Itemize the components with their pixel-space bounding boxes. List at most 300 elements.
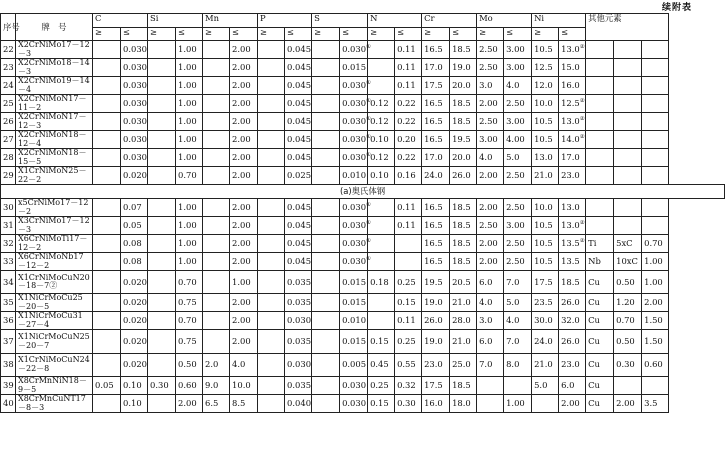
- header-min-mark: ≥: [203, 28, 230, 41]
- cell-mn-max: 2.00: [230, 330, 258, 353]
- cell-other-min: [614, 77, 642, 95]
- row-seq: 39: [1, 377, 16, 395]
- cell-s-max-value: 0.010: [342, 315, 367, 326]
- cell-c-max: 0.020: [121, 353, 148, 376]
- table-row: [1, 77, 725, 95]
- row-seq: 23: [1, 59, 16, 77]
- cell-ni-max-value: 18.5: [561, 276, 580, 287]
- cell-p-max: 0.045: [285, 77, 312, 95]
- cell-other-element: [586, 41, 614, 59]
- header-ni: Ni: [532, 14, 586, 28]
- footnote-mark: ①: [366, 152, 371, 159]
- header-max-mark: ≤: [121, 28, 148, 41]
- row-seq: 37: [1, 330, 16, 353]
- cell-p-min: [258, 330, 285, 353]
- cell-cr-min: 17.5: [422, 77, 450, 95]
- cell-mo-min: 6.0: [477, 330, 504, 353]
- cell-other-max: [642, 217, 669, 235]
- cell-c-min: [93, 113, 121, 131]
- cell-ni-max-value: 26.0: [561, 297, 580, 308]
- cell-other-max: [642, 199, 669, 217]
- cell-si-max: 0.50: [176, 353, 203, 376]
- footnote-mark: ①: [366, 202, 371, 209]
- cell-other-max: [642, 77, 669, 95]
- cell-mo-max: 5.0: [504, 294, 532, 312]
- cell-si-min: [148, 167, 176, 185]
- row-grade: X2CrNiMoN17－11－2: [16, 95, 93, 113]
- cell-ni-max-value: 12.5: [561, 98, 580, 108]
- cell-cr-min: 23.0: [422, 353, 450, 376]
- table-row: [1, 167, 725, 185]
- cell-s-max: [340, 312, 368, 330]
- cell-si-min: [148, 353, 176, 376]
- cell-mn-max: 2.00: [230, 41, 258, 59]
- cell-c-max: 0.08: [121, 235, 148, 253]
- cell-other-max: 2.00: [642, 294, 669, 312]
- cell-n-max: 0.25: [395, 271, 422, 294]
- header-s: S: [312, 14, 368, 28]
- cell-ni-max-value: 13.0: [561, 116, 580, 126]
- cell-c-min: [93, 41, 121, 59]
- footnote-mark: ②: [579, 44, 585, 51]
- cell-c-max: 0.030: [121, 95, 148, 113]
- cell-c-max: 0.10: [121, 377, 148, 395]
- cell-n-max: 0.22: [395, 113, 422, 131]
- cell-s-min: [312, 131, 340, 149]
- cell-s-max-value: 0.030: [342, 220, 367, 230]
- cell-s-max: [340, 395, 368, 413]
- cell-ni-min: 13.0: [532, 149, 559, 167]
- cell-mo-min: 2.00: [477, 167, 504, 185]
- header-max-mark: ≤: [450, 28, 477, 41]
- cell-n-max: 0.11: [395, 199, 422, 217]
- cell-cr-max: 20.0: [450, 77, 477, 95]
- cell-mn-max: 1.00: [230, 271, 258, 294]
- row-grade: X2CrNiMo18－14－3: [16, 59, 93, 77]
- cell-n-max: 0.20: [395, 131, 422, 149]
- cell-mo-min: 3.0: [477, 312, 504, 330]
- cell-cr-min: 16.5: [422, 95, 450, 113]
- table-row: [1, 217, 725, 235]
- cell-other-element: Cu: [586, 271, 614, 294]
- cell-other-element: [586, 199, 614, 217]
- cell-s-min: [312, 167, 340, 185]
- cell-c-min: [93, 77, 121, 95]
- cell-s-max-value: 0.005: [342, 359, 367, 370]
- cell-si-min: [148, 113, 176, 131]
- cell-si-max: 1.00: [176, 77, 203, 95]
- row-seq: 40: [1, 395, 16, 413]
- cell-p-min: [258, 167, 285, 185]
- table-row: [1, 235, 725, 253]
- cell-other-min: [614, 131, 642, 149]
- cell-other-min: 0.50: [614, 271, 642, 294]
- cell-s-max: [340, 353, 368, 376]
- cell-ni-max-value: 23.0: [561, 170, 580, 180]
- row-grade: X2CrNiMoN18－15－5: [16, 149, 93, 167]
- cell-p-max: 0.045: [285, 131, 312, 149]
- row-grade: X2CrNiMoN18－12－4: [16, 131, 93, 149]
- cell-other-max: [642, 377, 669, 395]
- cell-mn-min: [203, 131, 230, 149]
- cell-ni-max-value: 23.0: [561, 359, 580, 370]
- cell-mo-min: 2.50: [477, 59, 504, 77]
- cell-s-min: [312, 395, 340, 413]
- cell-p-min: [258, 377, 285, 395]
- cell-si-min: [148, 235, 176, 253]
- cell-cr-min: 19.0: [422, 294, 450, 312]
- cell-p-min: [258, 217, 285, 235]
- cell-ni-min: 10.0: [532, 199, 559, 217]
- cell-mo-max: 3.00: [504, 59, 532, 77]
- cell-n-max: 0.16: [395, 167, 422, 185]
- table-row: [1, 330, 725, 353]
- cell-mn-min: [203, 149, 230, 167]
- cell-c-max: 0.020: [121, 294, 148, 312]
- cell-ni-min: 5.0: [532, 377, 559, 395]
- header-max-mark: ≤: [285, 28, 312, 41]
- cell-other-element: [586, 77, 614, 95]
- cell-c-max: 0.030: [121, 113, 148, 131]
- cell-other-min: [614, 59, 642, 77]
- cell-c-min: [93, 95, 121, 113]
- cell-si-max: 1.00: [176, 59, 203, 77]
- cell-cr-min: 16.5: [422, 217, 450, 235]
- cell-c-max: 0.10: [121, 395, 148, 413]
- row-seq: 32: [1, 235, 16, 253]
- cell-s-max: [340, 199, 371, 217]
- cell-other-max: [642, 167, 669, 185]
- cell-other-max: [642, 59, 669, 77]
- cell-n-max: [395, 235, 422, 253]
- cell-cr-min: 17.0: [422, 59, 450, 77]
- cell-n-max: 0.32: [395, 377, 422, 395]
- cell-si-max: 1.00: [176, 253, 203, 271]
- cell-mo-max: 2.50: [504, 199, 532, 217]
- cell-p-max: 0.045: [285, 235, 312, 253]
- cell-ni-max: [559, 235, 586, 253]
- cell-mn-min: [203, 253, 230, 271]
- cell-cr-max: 21.0: [450, 294, 477, 312]
- cell-p-max: 0.035: [285, 377, 312, 395]
- cell-cr-min: 17.5: [422, 377, 450, 395]
- cell-cr-max: 18.5: [450, 235, 477, 253]
- cell-n-min: 0.45: [368, 353, 395, 376]
- cell-ni-max-value: 16.0: [561, 80, 580, 90]
- row-grade: X1NiCrMoCuN25－20－7: [16, 330, 93, 353]
- header-min-mark: ≥: [93, 28, 121, 41]
- cell-c-max: 0.020: [121, 167, 148, 185]
- cell-ni-max: [559, 395, 586, 413]
- continuation-title: 续附表: [661, 3, 692, 13]
- cell-other-element: [586, 59, 614, 77]
- cell-s-max: [340, 95, 371, 113]
- composition-table: [0, 13, 725, 413]
- cell-si-min: [148, 149, 176, 167]
- cell-n-max: 0.15: [395, 294, 422, 312]
- cell-c-min: 0.05: [93, 377, 121, 395]
- cell-p-max: 0.040: [285, 395, 312, 413]
- cell-s-max: [340, 217, 371, 235]
- cell-other-element: [586, 149, 614, 167]
- cell-c-min: [93, 395, 121, 413]
- cell-s-max-value: 0.015: [342, 297, 367, 308]
- cell-s-max: [340, 235, 371, 253]
- cell-cr-min: 16.5: [422, 235, 450, 253]
- cell-s-min: [312, 330, 340, 353]
- cell-s-min: [312, 353, 340, 376]
- cell-n-min: 0.25: [368, 377, 395, 395]
- header-min-mark: ≥: [148, 28, 176, 41]
- cell-cr-min: 19.5: [422, 271, 450, 294]
- footnote-mark: ②: [579, 116, 585, 123]
- cell-mn-min: [203, 199, 230, 217]
- cell-ni-max-value: 26.0: [561, 336, 580, 347]
- cell-p-max: 0.045: [285, 217, 312, 235]
- cell-other-max: 0.70: [642, 235, 669, 253]
- header-cr: Cr: [422, 14, 477, 28]
- cell-other-max: 1.00: [642, 253, 669, 271]
- row-seq: 34: [1, 271, 16, 294]
- cell-c-max: 0.07: [121, 199, 148, 217]
- cell-other-max: [642, 113, 669, 131]
- cell-n-max: 0.22: [395, 149, 422, 167]
- cell-mo-max: 2.50: [504, 167, 532, 185]
- cell-mn-min: [203, 167, 230, 185]
- cell-cr-min: 16.5: [422, 41, 450, 59]
- header-min-mark: ≥: [532, 28, 559, 41]
- cell-cr-min: 16.0: [422, 395, 450, 413]
- cell-cr-min: 17.0: [422, 149, 450, 167]
- cell-ni-max-value: 13.0: [561, 220, 580, 230]
- cell-ni-max: [559, 95, 586, 113]
- cell-si-min: [148, 77, 176, 95]
- cell-n-min: [368, 199, 395, 217]
- cell-c-min: [93, 167, 121, 185]
- cell-c-min: [93, 294, 121, 312]
- cell-si-max: 1.00: [176, 217, 203, 235]
- cell-s-max: [340, 41, 371, 59]
- cell-mn-max: 2.00: [230, 77, 258, 95]
- cell-mn-max: 2.00: [230, 199, 258, 217]
- cell-mn-max: 2.00: [230, 149, 258, 167]
- header-mo: Mo: [477, 14, 532, 28]
- footnote-mark: ①: [366, 220, 371, 227]
- cell-n-max: 0.11: [395, 77, 422, 95]
- cell-n-max: 0.11: [395, 217, 422, 235]
- cell-s-max: [340, 271, 368, 294]
- row-grade: X6CrNiMoTi17－12－2: [16, 235, 93, 253]
- table-row: [1, 95, 725, 113]
- table-row: [1, 131, 725, 149]
- cell-s-min: [312, 77, 340, 95]
- cell-other-max: 1.50: [642, 330, 669, 353]
- cell-c-max: 0.030: [121, 59, 148, 77]
- cell-mn-max: 2.00: [230, 59, 258, 77]
- header-max-mark: ≤: [230, 28, 258, 41]
- cell-mn-max: 2.00: [230, 312, 258, 330]
- cell-other-element: Nb: [586, 253, 614, 271]
- cell-p-min: [258, 395, 285, 413]
- cell-n-min: 0.12: [368, 95, 395, 113]
- cell-cr-min: 19.0: [422, 330, 450, 353]
- header-seq: 序号: [1, 14, 16, 41]
- cell-other-min: 0.30: [614, 353, 642, 376]
- cell-mn-min: 2.0: [203, 353, 230, 376]
- cell-ni-max: [559, 271, 586, 294]
- cell-n-min: 0.10: [368, 167, 395, 185]
- cell-si-min: [148, 217, 176, 235]
- cell-mn-min: [203, 77, 230, 95]
- cell-mo-min: 2.00: [477, 235, 504, 253]
- table-row: [1, 271, 725, 294]
- table-row: [1, 312, 725, 330]
- cell-s-max-value: 0.030: [342, 134, 367, 144]
- cell-n-min: 0.10: [368, 131, 395, 149]
- table-row: [1, 353, 725, 376]
- footnote-mark: ②: [579, 220, 585, 227]
- cell-mo-min: 4.0: [477, 149, 504, 167]
- cell-p-max: 0.045: [285, 41, 312, 59]
- cell-other-element: Cu: [586, 395, 614, 413]
- cell-cr-min: 16.5: [422, 253, 450, 271]
- footnote-mark: ①: [366, 116, 371, 123]
- cell-mn-max: 2.00: [230, 294, 258, 312]
- cell-p-min: [258, 41, 285, 59]
- cell-n-min: [368, 77, 395, 95]
- cell-other-min: [614, 217, 642, 235]
- cell-mn-max: 2.00: [230, 167, 258, 185]
- cell-mo-max: [504, 377, 532, 395]
- cell-other-element: Cu: [586, 330, 614, 353]
- cell-s-max: [340, 113, 371, 131]
- cell-c-max: 0.030: [121, 131, 148, 149]
- cell-s-max-value: 0.030: [342, 116, 367, 126]
- cell-ni-min: 10.5: [532, 253, 559, 271]
- cell-cr-max: 19.5: [450, 131, 477, 149]
- cell-ni-max-value: 17.0: [561, 152, 580, 162]
- cell-s-max: [340, 294, 368, 312]
- cell-mn-min: [203, 41, 230, 59]
- cell-s-max-value: 0.030: [342, 80, 367, 90]
- cell-ni-max-value: 2.00: [561, 398, 580, 409]
- row-seq: 22: [1, 41, 16, 59]
- header-si: Si: [148, 14, 203, 28]
- cell-p-min: [258, 59, 285, 77]
- cell-mo-max: 5.0: [504, 149, 532, 167]
- row-seq: 28: [1, 149, 16, 167]
- cell-p-min: [258, 113, 285, 131]
- header-max-mark: ≤: [559, 28, 586, 41]
- cell-p-max: 0.045: [285, 113, 312, 131]
- cell-n-max: 0.22: [395, 95, 422, 113]
- cell-c-min: [93, 330, 121, 353]
- cell-mo-max: 2.50: [504, 235, 532, 253]
- cell-p-min: [258, 312, 285, 330]
- cell-mo-min: 2.50: [477, 41, 504, 59]
- cell-other-element: [586, 167, 614, 185]
- cell-mn-max: 2.00: [230, 113, 258, 131]
- cell-s-min: [312, 271, 340, 294]
- header-other: 其他元素: [586, 14, 669, 41]
- cell-mn-min: 9.0: [203, 377, 230, 395]
- cell-other-min: 5xC: [614, 235, 642, 253]
- cell-cr-max: 20.0: [450, 149, 477, 167]
- cell-mn-max: 2.00: [230, 235, 258, 253]
- cell-other-min: 10xC: [614, 253, 642, 271]
- cell-cr-max: 28.0: [450, 312, 477, 330]
- row-grade: X8CrMnNiN18－9－5: [16, 377, 93, 395]
- cell-s-min: [312, 294, 340, 312]
- cell-si-min: 0.30: [148, 377, 176, 395]
- cell-p-max: 0.045: [285, 149, 312, 167]
- cell-mo-min: [477, 395, 504, 413]
- cell-cr-max: 18.5: [450, 95, 477, 113]
- cell-ni-min: 10.0: [532, 95, 559, 113]
- cell-p-min: [258, 253, 285, 271]
- cell-cr-max: 18.5: [450, 41, 477, 59]
- cell-n-max: 0.30: [395, 395, 422, 413]
- cell-si-max: 2.00: [176, 395, 203, 413]
- cell-other-max: [642, 95, 669, 113]
- cell-ni-max: [559, 353, 586, 376]
- cell-cr-max: 18.5: [450, 199, 477, 217]
- cell-s-max: [340, 149, 371, 167]
- cell-other-max: 1.50: [642, 312, 669, 330]
- cell-other-max: 0.60: [642, 353, 669, 376]
- cell-s-min: [312, 199, 340, 217]
- cell-ni-min: 17.5: [532, 271, 559, 294]
- table-row: [1, 41, 725, 59]
- cell-s-min: [312, 312, 340, 330]
- cell-c-max: 0.05: [121, 217, 148, 235]
- cell-c-min: [93, 131, 121, 149]
- cell-si-max: 1.00: [176, 149, 203, 167]
- cell-mn-min: [203, 294, 230, 312]
- cell-other-max: 3.5: [642, 395, 669, 413]
- footnote-mark: ②: [579, 98, 585, 105]
- cell-cr-max: 26.0: [450, 167, 477, 185]
- cell-ni-min: 24.0: [532, 330, 559, 353]
- cell-ni-min: 23.5: [532, 294, 559, 312]
- cell-ni-min: 21.0: [532, 167, 559, 185]
- header-max-mark: ≤: [340, 28, 368, 41]
- row-seq: 26: [1, 113, 16, 131]
- cell-ni-max: [559, 59, 586, 77]
- cell-ni-max: [559, 253, 586, 271]
- cell-other-min: [614, 167, 642, 185]
- cell-c-min: [93, 312, 121, 330]
- cell-si-max: 1.00: [176, 113, 203, 131]
- cell-other-element: Cu: [586, 294, 614, 312]
- cell-mo-max: 1.00: [504, 395, 532, 413]
- footnote-mark: ②: [579, 238, 585, 245]
- row-seq: 36: [1, 312, 16, 330]
- cell-other-max: 1.00: [642, 271, 669, 294]
- cell-p-min: [258, 199, 285, 217]
- cell-p-max: 0.035: [285, 271, 312, 294]
- cell-mo-min: 2.00: [477, 95, 504, 113]
- cell-si-max: 0.75: [176, 330, 203, 353]
- cell-mo-min: 3.00: [477, 131, 504, 149]
- header-min-mark: ≥: [368, 28, 395, 41]
- header-grade: 牌 号: [16, 14, 93, 41]
- cell-p-min: [258, 271, 285, 294]
- row-grade: X8CrMnCuNT17－8－3: [16, 395, 93, 413]
- cell-c-min: [93, 59, 121, 77]
- cell-s-min: [312, 59, 340, 77]
- cell-mo-max: 7.0: [504, 271, 532, 294]
